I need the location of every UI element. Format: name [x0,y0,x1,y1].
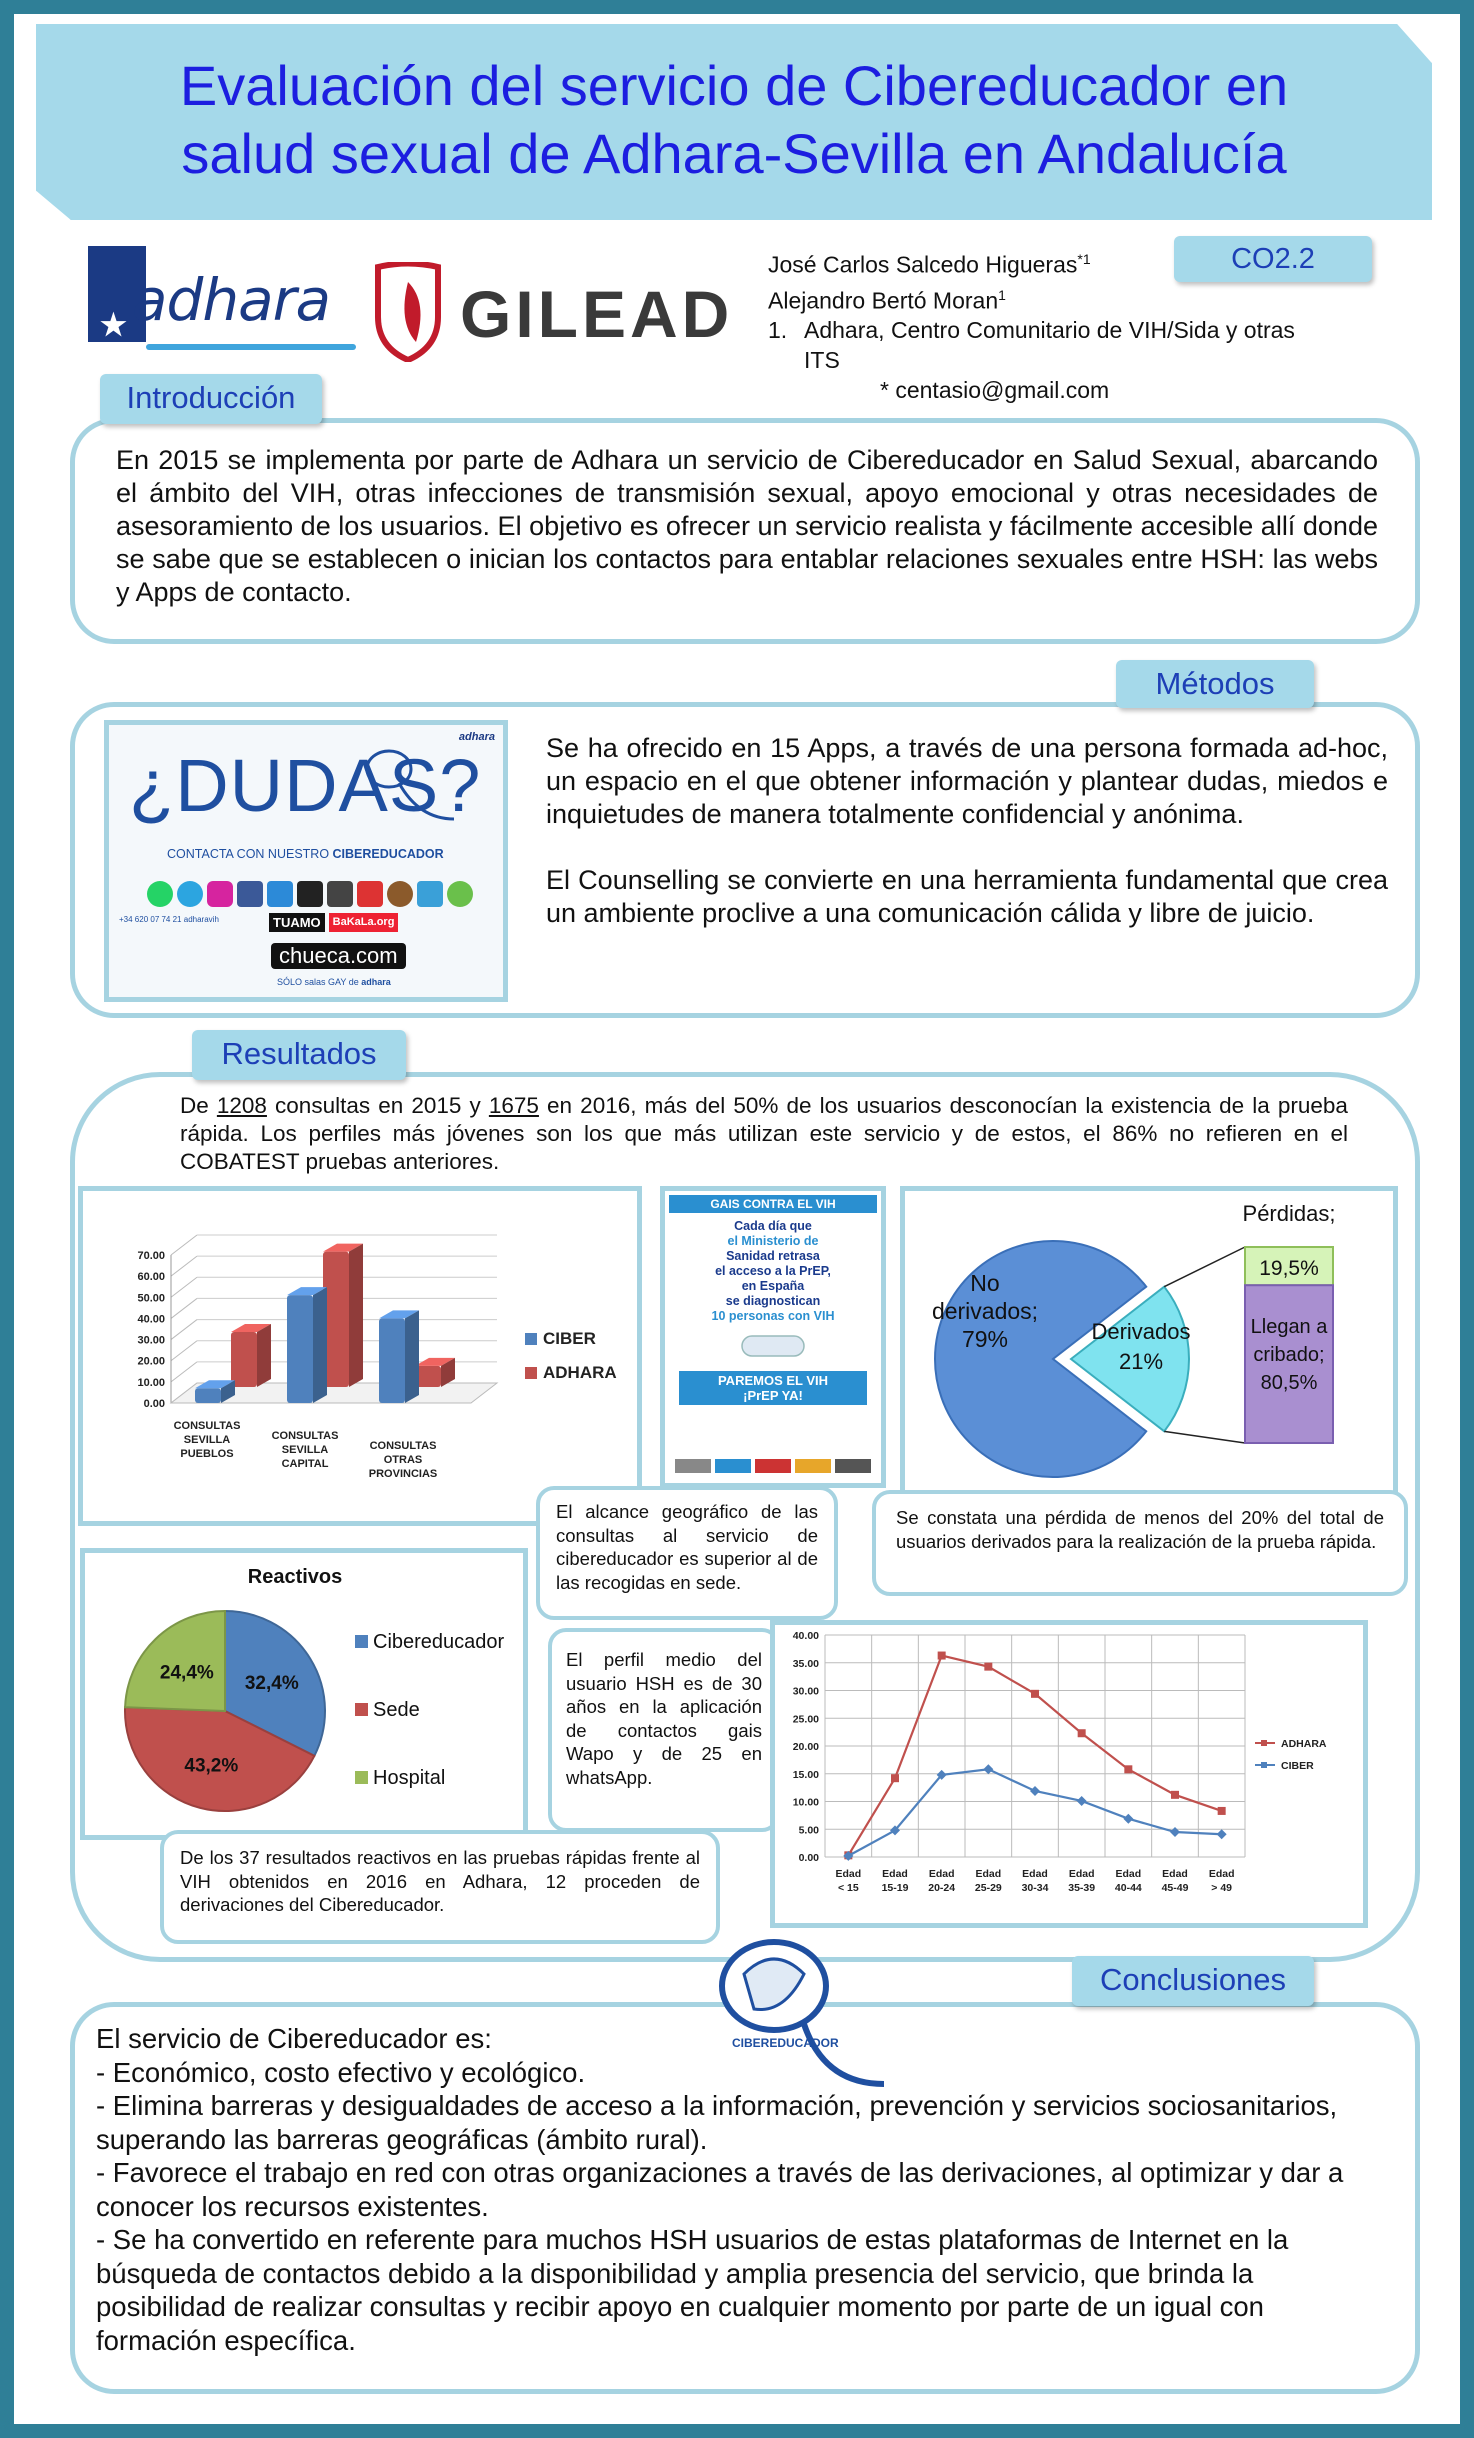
author-2: Alejandro Bertó Moran [768,287,999,314]
consultas-bar-chart [78,1186,642,1526]
x-tick-label: < 15 [837,1882,859,1894]
pill-icon [738,1330,808,1360]
conclusion-item: - Económico, costo efectivo y ecológico. [96,2056,586,2088]
reactivos-pie-chart [80,1548,528,1840]
y-tick-label: 35.00 [792,1657,819,1670]
y-tick-label: 25.00 [792,1713,819,1726]
methods-text [546,732,1388,930]
gilead-logo: GILEAD [368,262,728,366]
legend-swatch-hospital [355,1771,368,1784]
x-tick-label: 45-49 [1161,1882,1189,1894]
series-line-adhara [848,1656,1221,1856]
authors: José Carlos Salcedo Higueras$^{*1}$ Alejandro Bertó Moran$^1$ 1. Adhara, Centro Comunitario de VIH/Sida y otras ITS * centasio@gmail.com [768,244,1428,405]
section-tag-intro: Introducción [100,374,322,424]
count-2016: 1675 [488,1093,539,1118]
poster-code-badge: CO2.2 [1174,236,1372,282]
y-tick-label: 40.00 [792,1630,819,1642]
x-tick-label: 35-39 [1068,1882,1096,1894]
slice-label-no-derivados: No [970,1270,1000,1296]
slice-value-no-derivados: 79% [961,1326,1009,1352]
title-line-2: salud sexual de Adhara-Sevilla en Andalucía [181,122,1287,185]
slice-value-sede: 43,2% [184,1755,239,1777]
dudas-flyer: adhara ¿DUDAS? CONTACTA CON NUESTRO CIBEREDUCADOR +34 620 07 74 21 adharavih TUAMO BaKaLa.org chueca.com SÓLO salas GAY de adhara [104,720,508,1002]
x-tick-label: 30-34 [1021,1882,1049,1894]
grid-line [171,1320,197,1340]
legend-swatch-adhara [525,1367,537,1379]
x-tick-label: 20-24 [928,1882,956,1894]
count-2015: 1208 [216,1093,267,1118]
legend-label-ciber: CIBER [543,1329,596,1348]
poster [14,14,1460,2424]
y-tick-label: 0.00 [143,1398,165,1410]
slice-value-derivados: 21% [1118,1349,1164,1374]
poster-title [54,52,1414,188]
methods-paragraph-2: El Counselling se convierte en una herramienta fundamental que crea un ambiente proclive a una comunicación cálida y libre de juicio. [546,865,1388,928]
gais-contra-vih-poster: GAIS CONTRA EL VIH Cada día que el Ministerio de Sanidad retrasa el acceso a la PrEP, en España se diagnostican 10 personas con VIH PAREMOS EL VIH ¡PrEP YA! [660,1186,886,1488]
grid-line [171,1256,197,1276]
legend-label-cibereducador: Cibereducador [373,1631,505,1653]
y-tick-label: 0.00 [798,1852,819,1864]
bar-side-adhara [349,1244,363,1387]
data-point-adhara [1031,1690,1039,1698]
section-tag-conclusions: Conclusiones [1072,1956,1314,2006]
data-point-adhara [1078,1729,1086,1737]
chueca-logo: chueca.com [271,943,406,969]
contact-email: * centasio@gmail.com [880,377,1110,404]
x-tick-label: Edad [1115,1868,1142,1880]
ciber-mascot-icon [359,739,459,829]
intro-text: En 2015 se implementa por parte de Adhara un servicio de Cibereducador en Salud Sexual, abarcando el ámbito del VIH, otras infecciones de transmisión sexual, apoyo emocional y otras necesidades de asesoramiento de los usuarios. El objetivo es ofrecer un servicio realista y fácilmente accesible allí donde se sabe que se establecen o inician los contactos para entablar relaciones sexuales entre HSH: las webs y Apps de contacto. [116,445,1378,607]
legend-swatch-sede [355,1703,368,1716]
affiliation: Adhara, Centro Comunitario de VIH/Sida y otras [804,317,1295,344]
x-tick-label: Edad [1208,1868,1235,1880]
section-tag-results: Resultados [192,1030,406,1080]
legend-swatch-ciber [525,1333,537,1345]
bar-ciber [195,1388,221,1403]
grid-line [171,1277,197,1297]
y-tick-label: 15.00 [792,1768,819,1781]
y-tick-label: 40.00 [137,1313,165,1326]
x-tick-label: 25-29 [974,1882,1002,1894]
y-tick-label: 70.00 [137,1250,165,1262]
y-tick-label: 10.00 [137,1376,165,1389]
app-icon-row [147,881,473,907]
bar-side-ciber [313,1287,327,1403]
results-intro: De 1208 consultas en 2015 y 1675 en 2016, más del 50% de los usuarios desconocían la existencia de la prueba rápida. Los perfiles más jóvenes son los que más utilizan este servicio y de estos, el 86% no refieren en el COBATEST pruebas anteriores. [180,1093,1348,1174]
section-tag-methods: Métodos [1116,660,1314,708]
data-point-ciber [1030,1786,1040,1796]
conclusion-item: - Elimina barreras y desigualdades de acceso a la información, prevención y servicios sociosanitarios, superando las barreras geográficas (ámbito rural). [96,2090,1338,2155]
connector-line [1164,1431,1245,1443]
slice-value-cibereducador: 32,4% [244,1673,299,1695]
connector-line [1164,1247,1245,1287]
legend-label-adhara: ADHARA [543,1363,617,1382]
grid-line [171,1362,197,1382]
chart-title: Reactivos [247,1566,343,1588]
grid-line [171,1341,197,1361]
bar-side-adhara [257,1324,271,1387]
x-tick-label: > 49 [1211,1882,1233,1894]
age-line-chart [770,1620,1368,1928]
data-point-ciber [1077,1796,1087,1806]
x-tick-label: Edad [1068,1868,1095,1880]
dudas-headline: ¿DUDAS? [129,744,482,827]
breakdown-value-perdidas: 19,5% [1259,1257,1319,1280]
y-tick-label: 30.00 [792,1685,819,1698]
derivados-pie-chart [900,1186,1398,1500]
note-reactive-results: De los 37 resultados reactivos en las pruebas rápidas frente al VIH obtenidos en 2016 en Adhara, 12 proceden de derivaciones del Cibereducador. [160,1830,720,1944]
x-tick-label: Edad [835,1868,862,1880]
breakdown-label-cribado: cribado; [1253,1344,1325,1367]
note-loss-rate: Se constata una pérdida de menos del 20% del total de usuarios derivados para la realización de la prueba rápida. [872,1490,1408,1596]
data-point-adhara [1218,1807,1226,1815]
x-tick-label: Edad [1162,1868,1188,1880]
bar-side-ciber [405,1310,419,1403]
conclusion-item: - Se ha convertido en referente para muchos HSH usuarios de estas plataformas de Internet en la búsqueda de contactos debido a la disponibilidad y amplia presencia del servicio, que brinda la posibilidad de realizar consultas y recibir apoyo en cualquier momento por parte de un igual con formación específica. [96,2224,1289,2356]
data-point-ciber [1123,1814,1133,1824]
legend-marker-ciber [1261,1762,1267,1768]
slice-label-no-derivados: derivados; [931,1298,1039,1324]
y-tick-label: 30.00 [137,1334,165,1347]
data-point-adhara [1171,1791,1179,1799]
legend-label-adhara: ADHARA [1281,1738,1327,1750]
legend-marker-adhara [1261,1740,1267,1746]
author-1: José Carlos Salcedo Higueras [768,251,1078,278]
adhara-logo: ★ adhara [88,246,358,356]
data-point-adhara [984,1663,992,1671]
data-point-adhara [938,1652,946,1660]
bar-ciber [379,1318,405,1403]
slice-value-hospital: 24,4% [159,1662,214,1684]
x-category-label: CONSULTAS SEVILLA PUEBLOS [173,1420,241,1460]
y-tick-label: 20.00 [137,1355,165,1368]
breakdown-label-cribado: Llegan a [1250,1316,1328,1339]
grid-line [171,1235,197,1255]
legend-swatch-cibereducador [355,1635,368,1648]
grid-line [171,1298,197,1318]
x-tick-label: Edad [882,1868,908,1880]
data-point-adhara [891,1774,899,1782]
x-category-label: CONSULTAS SEVILLA CAPITAL [271,1430,339,1470]
conclusions-text [96,2022,1356,2357]
conclusion-intro: El servicio de Cibereducador es: [96,2023,492,2054]
title-line-1: Evaluación del servicio de Cibereducador en [179,54,1289,117]
breakdown-value-cribado: 80,5% [1260,1372,1318,1395]
breakdown-label-perdidas: Pérdidas; [1242,1201,1336,1226]
data-point-ciber [983,1764,993,1774]
data-point-adhara [1124,1765,1132,1773]
x-tick-label: 15-19 [881,1882,909,1894]
data-point-ciber [1170,1827,1180,1837]
series-line-ciber [848,1769,1221,1856]
y-tick-label: 60.00 [137,1271,165,1284]
x-tick-label: Edad [1022,1868,1048,1880]
pie-slice-hospital [125,1611,225,1711]
cibereducador-logo: CIBEREDUCADOR [704,1914,894,2114]
data-point-ciber [1217,1829,1227,1839]
x-tick-label: Edad [928,1868,955,1880]
y-tick-label: 5.00 [798,1824,819,1837]
slice-label-derivados: Derivados [1091,1319,1191,1344]
x-category-label: CONSULTAS OTRAS PROVINCIAS [368,1440,438,1480]
bar-ciber [287,1295,313,1403]
note-geographic-reach: El alcance geográfico de las consultas al servicio de cibereducador es superior al de las recogidas en sede. [536,1486,838,1620]
legend-label-hospital: Hospital [373,1767,446,1789]
y-tick-label: 10.00 [792,1796,819,1809]
conclusion-item: - Favorece el trabajo en red con otras organizaciones a través de las derivaciones, al optimizar y dar a conocer los recursos existentes. [96,2157,1344,2222]
legend-label-ciber: CIBER [1281,1760,1314,1772]
legend-label-sede: Sede [373,1699,420,1721]
y-tick-label: 20.00 [792,1741,819,1753]
bar-adhara [231,1332,257,1387]
note-user-profile: El perfil medio del usuario HSH es de 30 años en la aplicación de contactos gais Wapo y de 25 en whatsApp. [548,1628,780,1832]
methods-paragraph-1: Se ha ofrecido en 15 Apps, a través de una persona formada ad-hoc, un espacio en el que obtener información y plantear dudas, miedos e inquietudes de manera totalmente confidencial y anónima. [546,733,1388,829]
x-tick-label: Edad [975,1868,1002,1880]
x-tick-label: 40-44 [1114,1882,1142,1894]
y-tick-label: 50.00 [137,1292,165,1305]
